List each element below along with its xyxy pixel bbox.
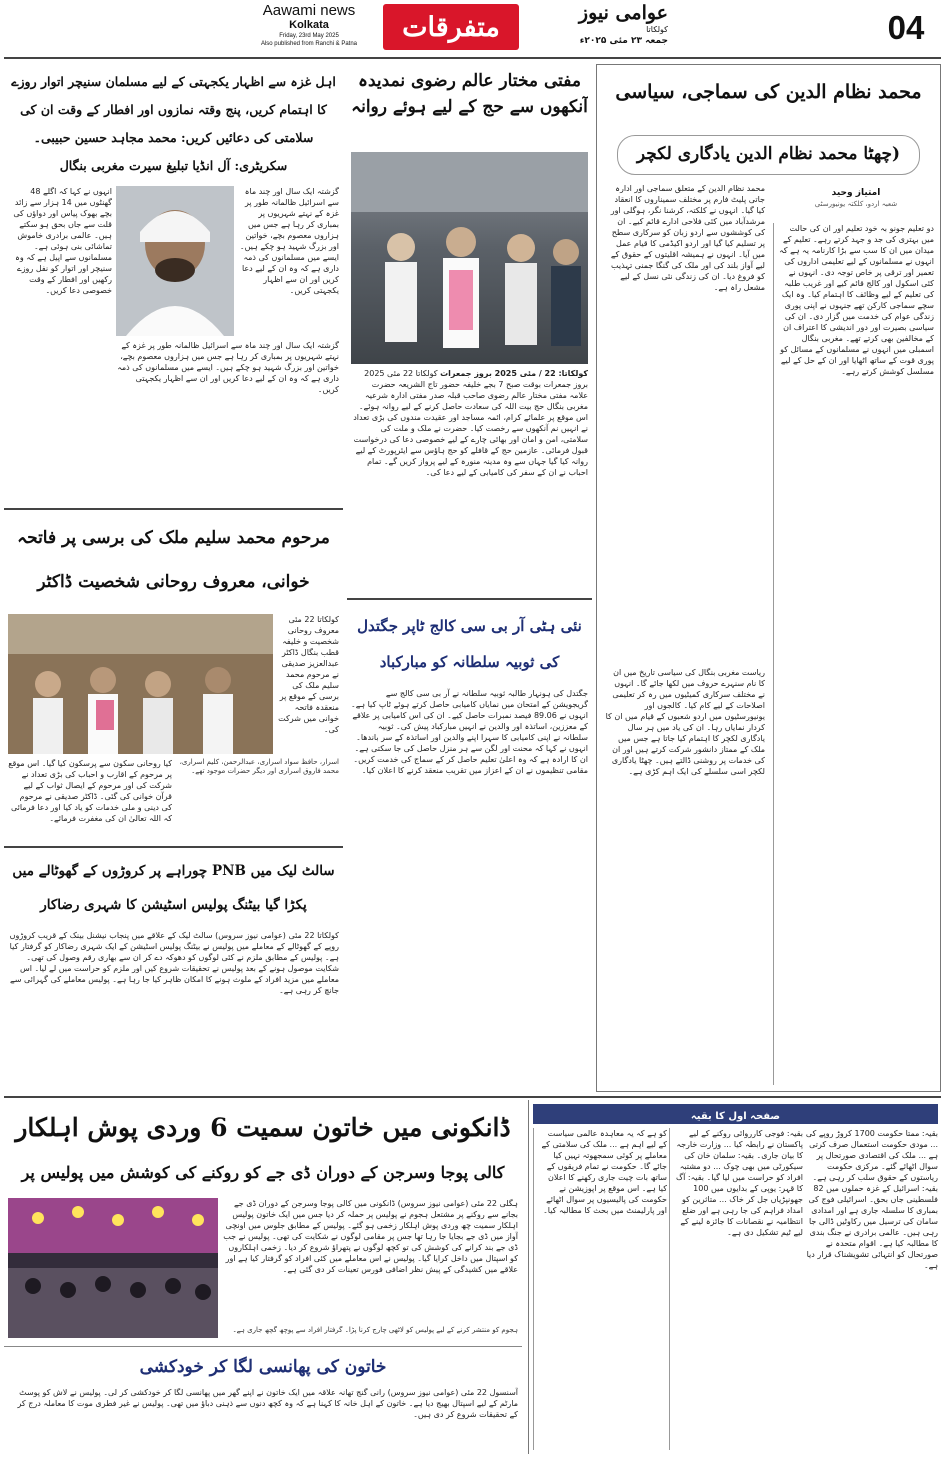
section-banner — [383, 4, 519, 50]
story-nizamuddin — [596, 64, 941, 1092]
hajj-dateline: کولکاتا: 22 / مئی 2025 بروز جمعرات — [440, 369, 588, 378]
subheadline-dankuni: کالی پوجا وسرجن کے دوران ڈی جے کو روکنے کی کوشش میں پولیس پر — [21, 1163, 505, 1182]
barsi-caption: اسرار، حافظ سواد اسراری، عبدالرحمن، کلیم اسراری، محمد فاروق اسراری اور دیگر حضرات موجود تھے۔ — [179, 758, 339, 775]
subheadline-lecture: (چھٹا محمد نظام الدین یادگاری لکچر — [617, 135, 920, 175]
section-title: متفرقات — [402, 11, 500, 43]
hajj-photo — [351, 152, 588, 364]
continued-header — [533, 1104, 938, 1124]
headline-nizamuddin: محمد نظام الدین کی سماجی، سیاسی — [615, 81, 922, 103]
date-en: Friday, 23rd May 2025 — [279, 33, 339, 39]
headline-hajj: مفتی مختار عالم رضوی نمدیدہ آنکھوں سے حج کے لیے ہوئے روانہ — [351, 71, 588, 117]
article-column: دو تعلیم جونو بہ خود تعلیم اور ان کی حالت میں بہتری کی جد و جہد کرتے رہے۔ تعلیم کے میدان میں ان کا سب سے بڑا کارنامہ یہ ہے کہ انہوں نے مسلمانوں کے لیے تعلیمی اداروں کی تعمیر اور ترقی پر خاص توجہ دی۔ انہوں نے کئی اسکول اور کالج قائم کیے اور غریب طلبہ کی تعلیم کے لیے وظائف کا اہتمام کیا۔ وہ ایک سچے سماجی کارکن تھے جنہوں نے اپنی پوری زندگی عوام کی خدمت میں گزار دی۔ ان کی سیاسی بصیرت اور دور اندیشی کا اعتراف ان کے مخالفین بھی کرتے تھے۔ مغربی بنگال اسمبلی میں انہوں نے مسلمانوں کے مسائل کو پوری قوت کے ساتھ اٹھایا اور ان کے حل کے لیے مسلسل کوشش کرتے رہے۔ — [773, 223, 938, 1085]
gaza-column-left: انہوں نے کہا کہ اگلے 48 گھنٹوں میں 14 ہزار سے زائد بچے بھوک پیاس اور دواؤں کی قلت سے جاں بحق ہو سکتے ہیں۔ عالمی برادری خاموش تماشائی بنی ہوئی ہے۔ مسلمانوں سے اپیل ہے کہ وہ سنیچر اور اتوار کو نفل روزے رکھیں اور افطار کے وقت خصوصی دعا کریں۔ — [13, 187, 112, 295]
barsi-side-text: کولکاتا 22 مئی معروف روحانی شخصیت و خلیفہ قطب بنگال ڈاکٹر عبدالعزیز صدیقی نے مرحوم محمد سلیم ملک کی برسی کے موقع پر منعقدہ فاتحہ خوانی میں شرکت کی۔ — [278, 615, 339, 734]
barsi-photo — [8, 614, 273, 754]
procession-illustration — [8, 1198, 218, 1338]
headline-barsi: مرحوم محمد سلیم ملک کی برسی پر فاتحہ خوانی، معروف روحانی شخصیت ڈاکٹر — [17, 528, 330, 592]
headline-dankuni: ڈانکونی میں خاتون سمیت 6 وردی پوش اہلکار — [15, 1113, 511, 1142]
also-published: Also published from Ranchi & Patna — [260, 41, 358, 47]
story-hajj — [347, 64, 592, 594]
story-gaza — [4, 64, 343, 504]
gaza-column-bottom: گزشتہ ایک سال اور چند ماہ سے اسرائیل ظالمانہ طور پر غزہ کے نہتے شہریوں پر بمباری کر رہا ہے جس میں ہزاروں معصوم بچے، خواتین اور بزرگ شہید ہو چکے ہیں۔ ایسے میں مسلمانوں کی ذمہ داری ہے کہ وہ ان کے لیے دعا کریں اور ان سے اظہار یکجہتی کریں۔ — [117, 341, 339, 394]
story-suicide — [4, 1346, 522, 1454]
gathering-illustration — [8, 614, 273, 754]
section-divider — [4, 1096, 941, 1098]
date-ur: جمعہ ۲۳ مئی ۲۰۲۵ء — [579, 36, 668, 46]
continued-column: بقیہ: فوجی کارروائی روکنے کے لیے پاکستان نے رابطہ کیا ... وزارت خارجہ کا بیان جاری۔ بقیہ: سلمان خان کی سیکورٹی میں بھی چوک ... دو مشتبہ افراد کو حراست میں لیا گیا۔ بقیہ: آگ کا قہر: یوپی کے بدایوں میں 100 جھونپڑیاں جل کر خاک ... متاثرین کو امداد فراہم کی جا رہی ہے اور ضلع انتظامیہ نے نقصانات کا جائزہ لینے کے لیے ٹیم تشکیل دی ہے۔ — [669, 1128, 803, 1450]
author-title: شعبہ اردو، کلکتہ یونیورسٹی — [814, 200, 898, 208]
brand-en: Aawami news — [262, 2, 356, 19]
story-dankuni — [4, 1100, 522, 1346]
brand-ur: عوامی نیوز — [578, 2, 668, 24]
story-pnb — [4, 846, 343, 1092]
headline-suicide: خاتون کی پھانسی لگا کر خودکشی — [139, 1357, 387, 1377]
portrait-illustration — [116, 186, 234, 336]
city-en: Kolkata — [289, 19, 329, 31]
story-barsi — [4, 508, 343, 844]
dankuni-caption: ہجوم کو منتشر کرنے کے لیے پولیس کو لاٹھی چارج کرنا پڑا۔ گرفتار افراد سے پوچھ گچھ جاری ہے۔ — [232, 1326, 518, 1334]
continued-title: صفحہ اول کا بقیہ — [690, 1111, 781, 1122]
city-ur: کولکاتا — [646, 25, 668, 34]
continued-column: کو ہے کہ یہ معاہدہ عالمی سیاست کے لیے اہم ہے ... ملک کی سلامتی کے معاملے پر کوئی سمجھوتہ نہیں کیا جائے گا۔ حکومت نے تمام فریقوں کے ساتھ بات چیت جاری رکھنے کا اعلان کیا ہے۔ اس موقع پر اپوزیشن نے حکومت کی پالیسیوں پر سوال اٹھائے اور پارلیمنٹ میں بحث کا مطالبہ کیا۔ — [533, 1128, 667, 1450]
gaza-column-right: گزشتہ ایک سال اور چند ماہ سے اسرائیل ظالمانہ طور پر غزہ کے نہتے شہریوں پر بمباری کر رہا ہے جس میں ہزاروں معصوم بچے، خواتین اور بزرگ شہید ہو چکے ہیں۔ ایسے میں مسلمانوں کی ذمہ داری ہے کہ وہ ان کے لیے دعا کریں اور ان سے اظہار یکجہتی کریں۔ — [239, 187, 339, 295]
continued-section — [528, 1100, 941, 1454]
portrait-photo — [116, 186, 234, 336]
suicide-body: آسنسول 22 مئی (عوامی نیوز سروس) رانی گنج تھانہ علاقہ میں ایک خاتون نے اپنے گھر میں پھانسی لگا کر خودکشی کر لی۔ پولیس نے لاش کو پوسٹ مارٹم کے لیے اسپتال بھیج دیا ہے۔ خاتون کے اہل خانہ کا کہنا ہے کہ وہ کچھ دنوں سے ذہنی دباؤ میں تھی۔ پولیس نے غیر فطری موت کا معاملہ درج کر کے تحقیقات شروع کر دی ہیں۔ — [17, 1388, 518, 1419]
dankuni-photo — [8, 1198, 218, 1338]
masthead — [0, 0, 945, 58]
brand-block — [250, 2, 368, 56]
urdu-brand-block — [556, 2, 668, 56]
story-topper — [347, 598, 592, 1092]
page-number: 04 — [887, 9, 925, 46]
author-name: امتیاز وحید — [831, 188, 881, 198]
headline-gaza: اہل غزہ سے اظہار یکجہتی کے لیے مسلمان سنیچر اتوار روزے کا اہتمام کریں، پنج وقتہ نمازوں اور افطار کے وقت ان کی سلامتی کی دعائیں کریں: محمد مجاہد حسین حبیبی۔ سکریٹری: آل انڈیا تبلیغ سیرت مغربی بنگال — [11, 74, 336, 173]
byline — [781, 187, 931, 219]
article-column: ریاست مغربی بنگال کی سیاسی تاریخ میں ان کا نام سنہرے حروف میں لکھا جائے گا۔ انہوں نے مختلف سرکاری کمیٹیوں میں رہ کر تعلیمی اصلاحات کے لیے کام کیا۔ کالجوں اور یونیورسٹیوں میں اردو شعبوں کے قیام میں ان کا کردار نمایاں رہا۔ ان کی یاد میں ہر سال یادگاری لکچر کا اہتمام کیا جاتا ہے جس میں ملک کے ممتاز دانشور شرکت کرتے ہیں اور ان کی خدمات پر روشنی ڈالتے ہیں۔ چھٹا یادگاری لکچر اسی سلسلے کی ایک اہم کڑی ہے۔ — [605, 668, 765, 776]
topper-body: جگتدل کی ہونہار طالبہ ثوبیہ سلطانہ نے آر بی سی کالج سے گریجویشن کے امتحان میں نمایاں کامیابی حاصل کرتے ہوئے ٹاپ کیا ہے۔ انہوں نے 89.06 فیصد نمبرات حاصل کیے۔ ان کی اس کامیابی پر علاقے کے معززین، اساتذہ اور والدین نے انہیں مبارکباد پیش کی۔ ثوبیہ سلطانہ نے اپنی کامیابی کا سہرا اپنے والدین اور اساتذہ کے سر باندھا۔ انہوں نے کہا کہ محنت اور لگن سے ہر منزل حاصل کی جا سکتی ہے۔ ان کا ارادہ ہے کہ وہ اعلیٰ تعلیم حاصل کر کے سماج کی خدمت کریں۔ مقامی تنظیموں نے ان کے اعزاز میں تقریب منعقد کرنے کا اعلان کیا۔ — [351, 689, 588, 775]
headline-pnb: سالٹ لیک میں PNB چوراہے پر کروڑوں کے گھوٹالے میں پکڑا گیا بیٹنگ پولیس اسٹیشن کا شہری رضاکار — [12, 863, 335, 913]
barsi-body: کیا روحانی سکون سے پرسکون کیا گیا۔ اس موقع پر مرحوم کے اقارب و احباب کی بڑی تعداد نے شرکت کی اور مرحوم کے ایصال ثواب کے لیے قرآن خوانی کی گئی۔ ڈاکٹر صدیقی نے مرحوم کی دینی و ملی خدمات کو یاد کیا اور دعا فرمائی کہ اللہ تعالیٰ ان کی مغفرت فرمائے۔ — [8, 759, 172, 823]
article-column: محمد نظام الدین کے متعلق سماجی اور ادارہ جاتی پلیٹ فارم پر مختلف سمیناروں کا انعقاد کیا گیا۔ انہوں نے کلکتہ، کرشنا نگر، ہوگلی اور مرشدآباد میں کئی فلاحی ادارے قائم کیے۔ ان کی کوششوں سے اردو زبان کو سرکاری سطح پر تسلیم کیا گیا اور اردو اکیڈمی کا قیام عمل میں آیا۔ انہوں نے ہمیشہ اقلیتوں کے حقوق کے لیے آواز بلند کی اور ملک کی گنگا جمنی تہذیب کو فروغ دیا۔ ان کی زندگی نئی نسل کے لیے مشعل راہ ہے۔ — [610, 184, 765, 292]
hajj-body: کولکاتا 22 مئی 2025 بروز جمعرات بوقت صبح 7 بجے خلیفہ حضور تاج الشریعہ حضرت علامہ مفتی مختار عالم رضوی صاحب قبلہ صدر مفتی ادارہ شرعیہ مغربی بنگال حج بیت اللہ کی سعادت حاصل کرنے کے لیے روانہ ہوئے۔ اس موقع پر علمائے کرام، ائمہ مساجد اور عقیدت مندوں کی بڑی تعداد نے انہیں نم آنکھوں سے رخصت کیا۔ حضرت نے ملک و ملت کی سلامتی، امن و امان اور بھائی چارے کے لیے خصوصی دعا کی درخواست قبول فرمائی۔ عازمین حج کے قافلے کو حج ہاؤس سے ایئرپورٹ کے لیے روانہ کیا گیا جہاں سے وہ مدینہ منورہ کے لیے پرواز کریں گے۔ تمام احباب نے ان کے سفر کی کامیابی کے لیے دعا کی۔ — [353, 369, 588, 477]
masthead-rule — [4, 57, 941, 59]
dankuni-body: ہگلی 22 مئی (عوامی نیوز سروس) ڈانکونی میں کالی پوجا وسرجن کے دوران ڈی جے بجانے سے روکنے پر مشتعل ہجوم نے پولیس پر حملہ کر دیا جس میں ایک خاتون پولیس اہلکار سمیت چھ وردی پوش اہلکار زخمی ہو گئے۔ پولیس کے مطابق جلوس میں اونچی آواز میں ڈی جے بجایا جا رہا تھا جس پر مقامی لوگوں نے شکایت کی تھی۔ پولیس نے جب ڈی جے بند کرانے کی کوشش کی تو کچھ لوگوں نے پتھراؤ شروع کر دیا۔ زخمی اہلکاروں کو اسپتال میں داخل کرایا گیا۔ پولیس نے اس معاملے میں کئی افراد کو گرفتار کیا ہے اور علاقے میں کشیدگی کے پیش نظر اضافی فورس تعینات کر دی گئی ہے۔ — [223, 1199, 518, 1274]
headline-topper: نئی ہٹی آر بی سی کالج ٹاپر جگتدل کی ثوبیہ سلطانہ کو مبارکباد — [357, 617, 582, 671]
crowd-illustration — [351, 152, 588, 364]
continued-column: بقیہ: ممتا حکومت 1700 کروڑ روپے کی ... مودی حکومت استعمال صرف کرتی ہے ... ملک کی اقتصادی صورتحال پر سوال اٹھائے گئے۔ مرکزی حکومت ریاستوں کے حقوق سلب کر رہی ہے۔ بقیہ: اسرائیل کے غزہ حملوں میں 82 فلسطینی جاں بحق۔ اسرائیلی فوج کی بمباری کا سلسلہ جاری ہے اور امدادی سامان کی ترسیل میں رکاوٹیں ڈالی جا رہی ہیں۔ عالمی برادری نے جنگ بندی کا مطالبہ کیا ہے۔ اقوام متحدہ نے صورتحال کو انتہائی تشویشناک قرار دیا ہے۔ — [805, 1129, 938, 1270]
hajj-article — [351, 368, 588, 590]
pnb-body: کولکاتا 22 مئی (عوامی نیوز سروس) سالٹ لیک کے علاقے میں پنجاب نیشنل بینک کے قریب کروڑوں روپے کے گھوٹالے کے معاملے میں پولیس نے بیٹنگ پولیس اسٹیشن کے ایک شہری رضاکار کو گرفتار کیا ہے۔ پولیس کے مطابق ملزم نے کئی لوگوں کو دھوکہ دے کر ان سے بھاری رقم وصول کی تھی۔ شکایت موصول ہونے کے بعد پولیس نے تحقیقات شروع کیں اور ملزم کو حراست میں لے لیا۔ اس معاملے میں مزید افراد کے ملوث ہونے کا امکان ظاہر کیا جا رہا ہے۔ پولیس معاملے کی گہرائی سے جانچ کر رہی ہے۔ — [9, 931, 339, 995]
